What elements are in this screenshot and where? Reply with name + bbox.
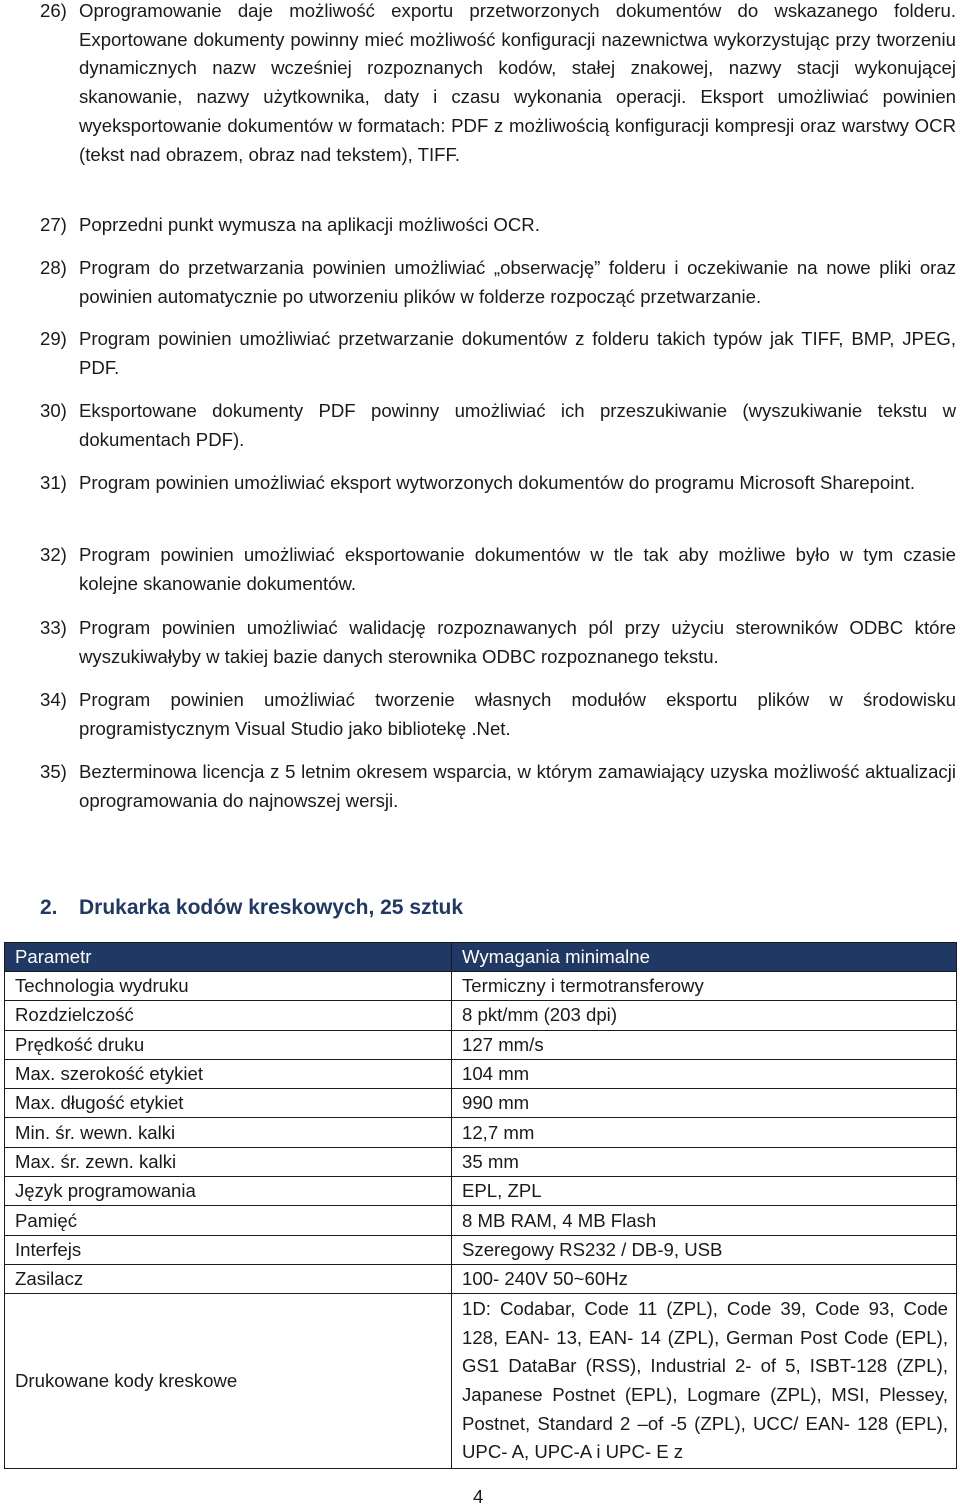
list-item-text: Poprzedni punkt wymusza na aplikacji możliwości OCR.	[79, 214, 540, 235]
param-cell: Max. szerokość etykiet	[5, 1059, 452, 1088]
list-item-text: Program powinien umożliwiać tworzenie własnych modułów eksportu plików w środowisku programistycznym Visual Studio jako bibliotekę .Net.	[79, 689, 956, 739]
column-header-parameter: Parametr	[5, 943, 452, 972]
list-item-28	[40, 254, 956, 311]
list-item-text: Oprogramowanie daje możliwość exportu przetworzonych dokumentów do wskazanego folderu. Exportowane dokumenty powinny mieć możliwość konfiguracji nazewnictwa wykorzystując przy tworzeniu dynamicznych nazw wcześniej rozpoznanych kodów, stałej znakowej, nazwy stacji wykonującej skanowanie, nazwy użytkownika, daty i czasu wykonania operacji. Eksport umożliwiać powinien wyeksportowanie dokumentów w formatach: PDF z możliwością konfiguracji kompresji oraz warstwy OCR (tekst nad obrazem, obraz nad tekstem), TIFF.	[79, 0, 956, 165]
list-item-text: Eksportowane dokumenty PDF powinny umożliwiać ich przeszukiwanie (wyszukiwanie tekstu w dokumentach PDF).	[79, 400, 956, 450]
list-item-27	[40, 211, 956, 240]
list-item-text: Program powinien umożliwiać przetwarzanie dokumentów z folderu takich typów jak TIFF, BMP, JPEG, PDF.	[79, 328, 956, 378]
param-cell: Pamięć	[5, 1206, 452, 1235]
list-item-text: Program do przetwarzania powinien umożliwiać „obserwację” folderu i oczekiwanie na nowe pliki oraz powinien automatycznie po utworzeniu plików w folderze rozpocząć przetwarzanie.	[79, 257, 956, 307]
value-cell: 8 pkt/mm (203 dpi)	[452, 1001, 957, 1030]
value-cell: 1D: Codabar, Code 11 (ZPL), Code 39, Code 93, Code 128, EAN- 13, EAN- 14 (ZPL), German Post Code (EPL), GS1 DataBar (RSS), Industrial 2- of 5, ISBT-128 (ZPL), Japanese Postnet (EPL), Logmare (ZPL), MSI, Plessey, Postnet, Standard 2 –of -5 (ZPL), UCC/ EAN- 128 (EPL), UPC- A, UPC-A i UPC- E z	[452, 1294, 957, 1469]
list-item-number: 29)	[40, 328, 67, 349]
list-item-number: 34)	[40, 689, 67, 710]
list-item-30	[40, 397, 956, 454]
value-cell: Termiczny i termotransferowy	[452, 972, 957, 1001]
param-cell: Min. śr. wewn. kalki	[5, 1118, 452, 1147]
param-cell: Max. długość etykiet	[5, 1089, 452, 1118]
list-item-number: 28)	[40, 257, 67, 278]
table-row	[5, 1206, 957, 1235]
value-cell: 8 MB RAM, 4 MB Flash	[452, 1206, 957, 1235]
list-item-32	[40, 541, 956, 598]
spec-table	[4, 942, 957, 1469]
list-item-number: 31)	[40, 472, 67, 493]
list-item-number: 35)	[40, 761, 67, 782]
list-item-number: 26)	[40, 0, 67, 21]
value-cell: 127 mm/s	[452, 1030, 957, 1059]
table-row	[5, 1089, 957, 1118]
list-item-34	[40, 686, 956, 743]
param-cell: Interfejs	[5, 1235, 452, 1264]
list-item-33	[40, 614, 956, 671]
section-heading	[40, 893, 463, 923]
list-item-number: 33)	[40, 617, 67, 638]
param-cell: Drukowane kody kreskowe	[5, 1294, 452, 1469]
table-row	[5, 1147, 957, 1176]
table-row	[5, 972, 957, 1001]
table-row	[5, 1001, 957, 1030]
value-cell: 100- 240V 50~60Hz	[452, 1264, 957, 1293]
list-item-text: Program powinien umożliwiać eksport wytworzonych dokumentów do programu Microsoft Sharepoint.	[79, 472, 916, 493]
table-row	[5, 1235, 957, 1264]
list-item-number: 27)	[40, 214, 67, 235]
param-cell: Język programowania	[5, 1177, 452, 1206]
list-item-text: Program powinien umożliwiać eksportowanie dokumentów w tle tak aby możliwe było w tym czasie kolejne skanowanie dokumentów.	[79, 544, 956, 594]
value-cell: 104 mm	[452, 1059, 957, 1088]
section-title: Drukarka kodów kreskowych, 25 sztuk	[79, 896, 463, 919]
list-item-29	[40, 325, 956, 382]
column-header-requirements: Wymagania minimalne	[452, 943, 957, 972]
param-cell: Zasilacz	[5, 1264, 452, 1293]
param-cell: Rozdzielczość	[5, 1001, 452, 1030]
value-cell: 35 mm	[452, 1147, 957, 1176]
list-item-26	[40, 0, 956, 169]
page-number: 4	[473, 1486, 484, 1507]
table-row	[5, 1264, 957, 1293]
value-cell: Szeregowy RS232 / DB-9, USB	[452, 1235, 957, 1264]
list-item-35	[40, 758, 956, 815]
list-item-number: 32)	[40, 544, 67, 565]
table-row	[5, 1118, 957, 1147]
table-row	[5, 1177, 957, 1206]
value-cell: 12,7 mm	[452, 1118, 957, 1147]
param-cell: Max. śr. zewn. kalki	[5, 1147, 452, 1176]
list-item-text: Program powinien umożliwiać walidację rozpoznawanych pól przy użyciu sterowników ODBC które wyszukiwałyby w takiej bazie danych sterownika ODBC rozpoznanego tekstu.	[79, 617, 956, 667]
list-item-31	[40, 469, 956, 498]
value-cell: 990 mm	[452, 1089, 957, 1118]
table-row	[5, 1059, 957, 1088]
table-header-row	[5, 943, 957, 972]
section-number: 2.	[40, 896, 58, 919]
list-item-number: 30)	[40, 400, 67, 421]
param-cell: Technologia wydruku	[5, 972, 452, 1001]
value-cell: EPL, ZPL	[452, 1177, 957, 1206]
table-row	[5, 1030, 957, 1059]
param-cell: Prędkość druku	[5, 1030, 452, 1059]
list-item-text: Bezterminowa licencja z 5 letnim okresem wsparcia, w którym zamawiający uzyska możliwość aktualizacji oprogramowania do najnowszej wersji.	[79, 761, 956, 811]
table-row	[5, 1294, 957, 1469]
